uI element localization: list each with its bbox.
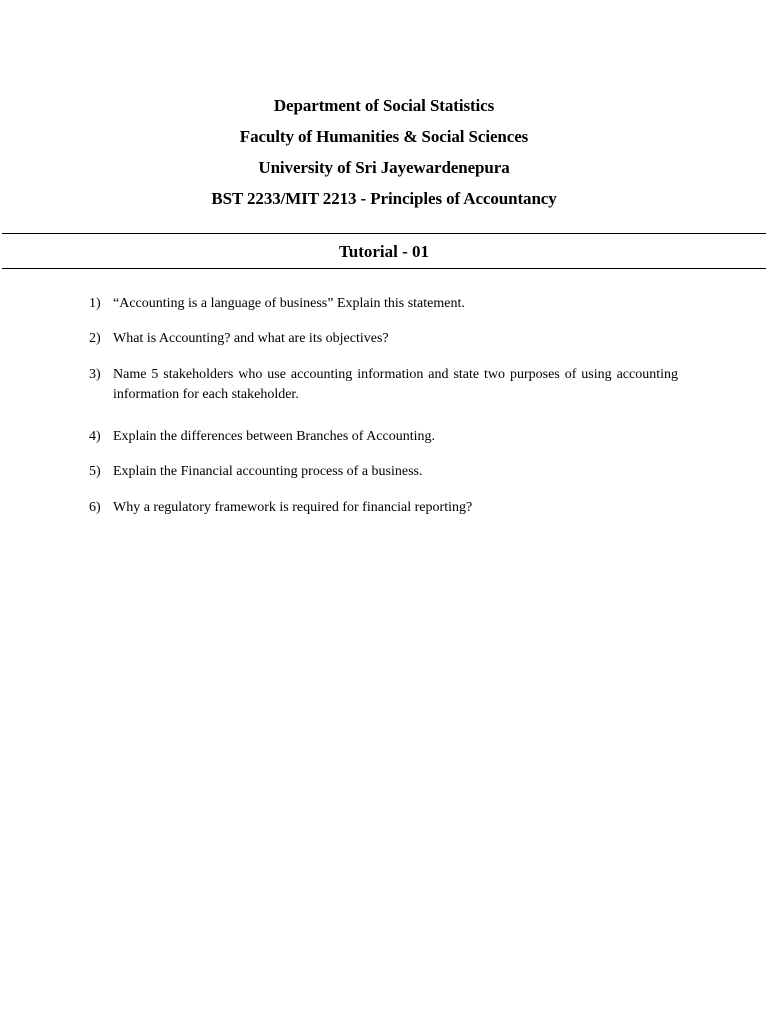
document-header bbox=[0, 90, 768, 214]
question-text: Name 5 stakeholders who use accounting information and state two purposes of using accounting information for each stakeholder. bbox=[113, 367, 678, 402]
question-number: 1) bbox=[89, 296, 101, 311]
question-item bbox=[89, 427, 678, 462]
question-item bbox=[89, 498, 678, 522]
question-item bbox=[89, 462, 678, 498]
question-text: Explain the differences between Branches of Accounting. bbox=[113, 429, 436, 444]
question-number: 4) bbox=[89, 429, 101, 444]
university-name: University of Sri Jayewardenepura bbox=[258, 158, 510, 177]
top-horizontal-rule bbox=[2, 233, 766, 234]
question-text: “Accounting is a language of business” Explain this statement. bbox=[113, 296, 465, 311]
question-item bbox=[89, 294, 678, 329]
tutorial-title: Tutorial - 01 bbox=[338, 242, 430, 261]
question-item bbox=[89, 329, 678, 365]
question-number: 5) bbox=[89, 464, 101, 479]
question-number: 2) bbox=[89, 331, 101, 346]
question-text: Explain the Financial accounting process of a business. bbox=[113, 464, 423, 479]
question-list bbox=[89, 294, 678, 522]
question-text: What is Accounting? and what are its objectives? bbox=[113, 331, 389, 346]
question-item bbox=[89, 365, 678, 427]
department-name: Department of Social Statistics bbox=[273, 96, 495, 115]
bottom-horizontal-rule bbox=[2, 268, 766, 269]
course-title: BST 2233/MIT 2213 - Principles of Accountancy bbox=[211, 189, 557, 208]
question-text: Why a regulatory framework is required for financial reporting? bbox=[113, 500, 473, 515]
faculty-name: Faculty of Humanities & Social Sciences bbox=[239, 127, 529, 146]
question-number: 3) bbox=[89, 367, 101, 382]
question-number: 6) bbox=[89, 500, 101, 515]
